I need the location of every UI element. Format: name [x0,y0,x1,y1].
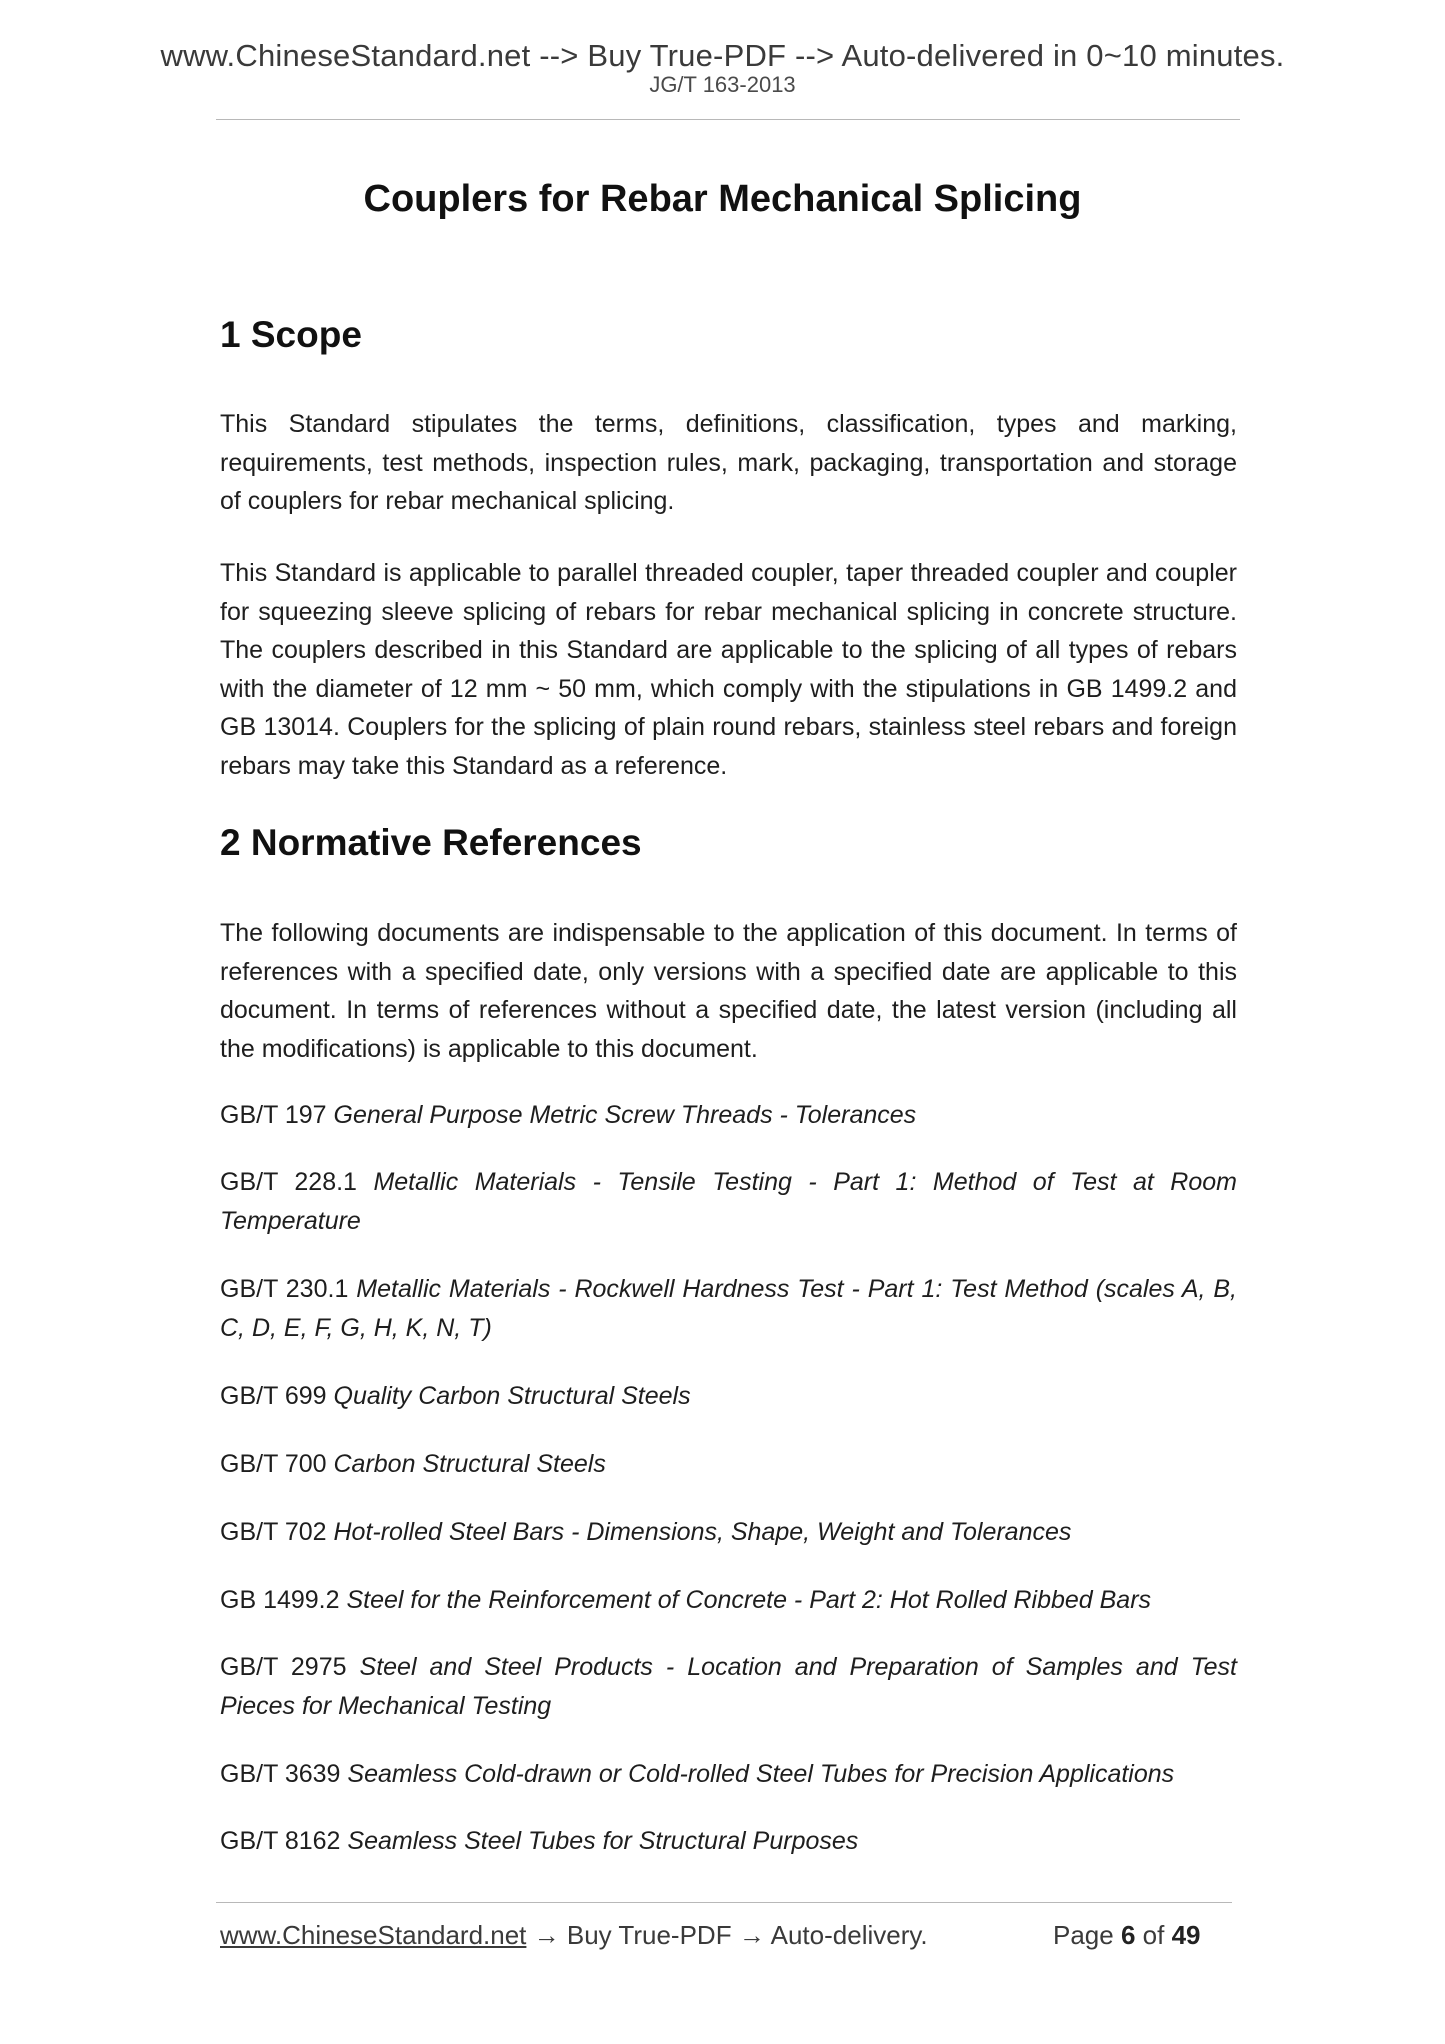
reference-item: GB/T 702 Hot-rolled Steel Bars - Dimensions, Shape, Weight and Tolerances [220,1518,1072,1546]
header-divider [216,119,1240,120]
buy-text: Buy True-PDF [566,1920,732,1950]
current-page: 6 [1120,1920,1136,1950]
footer-divider [216,1902,1232,1903]
heading-text: 2 Normative References [220,822,642,863]
reference-item: GB/T 3639 Seamless Cold-drawn or Cold-rolled Steel Tubes for Precision Applications [220,1760,1175,1788]
section-heading-normative-references [220,822,1237,864]
page-indicator: Page 6 of 49 [1053,1920,1201,1950]
reference-item: GB/T 2975 Steel and Steel Products - Location and Preparation of Samples and Test Pieces for Mechanical Testing [220,1653,1237,1720]
reference-item: GB/T 8162 Seamless Steel Tubes for Structural Purposes [220,1827,859,1855]
arrow-icon: → [738,1920,765,1950]
reference-item: GB/T 230.1 Metallic Materials - Rockwell Hardness Test - Part 1: Test Method (scales A, B, C, D, E, F, G, H, K, N, T) [220,1275,1238,1342]
reference-item: GB/T 699 Quality Carbon Structural Steels [220,1382,691,1410]
arrow-icon: → [533,1920,560,1950]
footer-links [220,1920,928,1951]
reference-item: GB/T 228.1 Metallic Materials - Tensile Testing - Part 1: Method of Test at Room Temperature [220,1168,1237,1235]
scope-paragraph-2: This Standard is applicable to parallel threaded coupler, taper threaded coupler and coupler for squeezing sleeve splicing of rebars for rebar mechanical splicing in concrete structure. The couplers described in this Standard are applicable to the splicing of all types of rebars with the diameter of 12 mm ~ 50 mm, which comply with the stipulations in GB 1499.2 and GB 13014. Couplers for the splicing of plain round rebars, stainless steel rebars and foreign rebars may take this Standard as a reference. [220,559,1237,780]
site-link[interactable]: www.ChineseStandard.net [220,1920,527,1950]
delivery-text: Auto-delivery. [770,1920,928,1950]
reference-item: GB/T 197 General Purpose Metric Screw Threads - Tolerances [220,1101,917,1129]
section-heading-scope [220,314,1237,356]
page-title: Couplers for Rebar Mechanical Splicing [363,178,1082,220]
reference-item: GB 1499.2 Steel for the Reinforcement of Concrete - Part 2: Hot Rolled Ribbed Bars [220,1586,1152,1614]
header-banner: www.ChineseStandard.net --> Buy True-PDF --> Auto-delivered in 0~10 minutes. [160,38,1285,73]
reference-item: GB/T 700 Carbon Structural Steels [220,1450,606,1478]
references-intro-paragraph: The following documents are indispensable to the application of this document. In terms of references with a specified date, only versions with a specified date are applicable to this document. In terms of references without a specified date, the latest version (including all the modifications) is applicable to this document. [220,919,1237,1063]
doc-number: JG/T 163-2013 [649,72,796,97]
heading-text: 1 Scope [220,314,362,355]
scope-paragraph-1: This Standard stipulates the terms, definitions, classification, types and marking, requirements, test methods, inspection rules, mark, packaging, transportation and storage of couplers for rebar mechanical splicing. [220,410,1237,515]
total-pages: 49 [1171,1920,1201,1950]
